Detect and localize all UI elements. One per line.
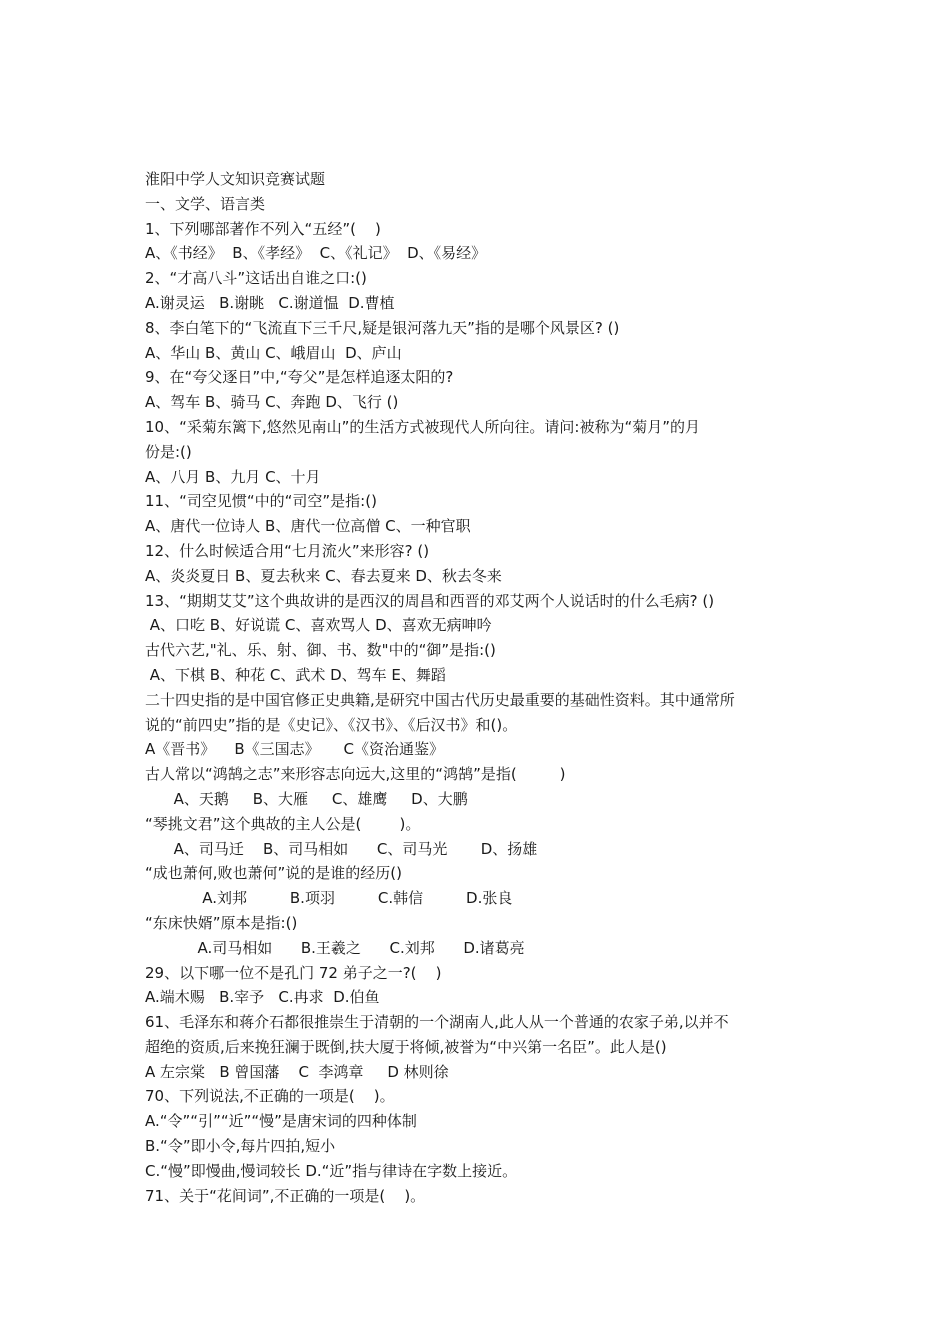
options-10: A、八月 B、九月 C、十月 <box>145 467 321 486</box>
question-six-arts: 古代六艺,"礼、乐、射、御、书、数"中的“御”是指:() <box>145 641 496 660</box>
options-honghu: A、天鹅 B、大雁 C、雄鹰 D、大鹏 <box>145 789 468 808</box>
options-1: A、《书经》 B、《孝经》 C、《礼记》 D、《易经》 <box>145 244 487 263</box>
question-dongchuang: “东床快婿”原本是指:() <box>145 913 298 932</box>
options-six-arts: A、下棋 B、种花 C、武术 D、驾车 E、舞蹈 <box>145 665 446 684</box>
question-9: 9、在“夸父逐日”中,“夸父”是怎样追逐太阳的? <box>145 368 454 387</box>
question-8: 8、李白笔下的“飞流直下三千尺,疑是银河落九天”指的是哪个风景区? () <box>145 318 620 337</box>
options-qintiao: A、司马迁 B、司马相如 C、司马光 D、扬雄 <box>145 839 538 858</box>
question-10-cont: 份是:() <box>145 442 192 461</box>
options-dongchuang: A.司马相如 B.王羲之 C.刘邦 D.诸葛亮 <box>145 938 525 957</box>
options-xiaohe: A.刘邦 B.项羽 C.韩信 D.张良 <box>145 889 513 908</box>
options-29: A.端木赐 B.宰予 C.冉求 D.伯鱼 <box>145 988 380 1007</box>
question-1: 1、下列哪部著作不列入“五经”( ) <box>145 219 381 238</box>
options-61: A 左宗棠 B 曾国藩 C 李鸿章 D 林则徐 <box>145 1062 449 1081</box>
section-heading: 一、文学、语言类 <box>145 194 266 213</box>
doc-title: 淮阳中学人文知识竞赛试题 <box>145 170 326 188</box>
question-13: 13、“期期艾艾”这个典故讲的是西汉的周昌和西晋的邓艾两个人说话时的什么毛病? () <box>145 591 715 610</box>
options-2: A.谢灵运 B.谢眺 C.谢道愠 D.曹植 <box>145 293 395 312</box>
option-70-b: B.“令”即小令,每片四拍,短小 <box>145 1137 336 1156</box>
question-honghu: 古人常以“鸿鹄之志”来形容志向远大,这里的“鸿鹄”是指( ) <box>145 765 566 784</box>
options-9: A、驾车 B、骑马 C、奔跑 D、飞行 () <box>145 393 399 412</box>
question-11: 11、“司空见惯“中的“司空”是指:() <box>145 492 377 511</box>
question-61: 61、毛泽东和蒋介石都很推崇生于清朝的一个湖南人,此人从一个普通的农家子弟,以并不 <box>145 1013 729 1032</box>
question-12: 12、什么时候适合用“七月流火”来形容? () <box>145 541 430 560</box>
question-qintiao: “琴挑文君”这个典故的主人公是( )。 <box>145 814 421 833</box>
options-13: A、口吃 B、好说谎 C、喜欢骂人 D、喜欢无病呻吟 <box>145 616 492 635</box>
question-29: 29、以下哪一位不是孔门 72 弟子之一?( ) <box>145 963 442 982</box>
options-24-histories: A《晋书》 B《三国志》 C《资治通鉴》 <box>145 740 444 759</box>
question-2: 2、“才高八斗”这话出自谁之口:() <box>145 269 367 288</box>
question-xiaohe: “成也萧何,败也萧何”说的是谁的经历() <box>145 864 403 883</box>
options-12: A、炎炎夏日 B、夏去秋来 C、春去夏来 D、秋去冬来 <box>145 566 502 585</box>
options-8: A、华山 B、黄山 C、峨眉山 D、庐山 <box>145 343 402 362</box>
question-71: 71、关于“花间词”,不正确的一项是( )。 <box>145 1186 426 1205</box>
question-70: 70、下列说法,不正确的一项是( )。 <box>145 1087 395 1106</box>
quiz-text <box>145 167 815 1208</box>
question-24-histories: 二十四史指的是中国官修正史典籍,是研究中国古代历史最重要的基础性资料。其中通常所 <box>145 690 735 709</box>
question-10: 10、“采菊东篱下,悠然见南山”的生活方式被现代人所向往。请问:被称为“菊月”的月 <box>145 417 700 436</box>
question-61-cont: 超绝的资质,后来挽狂澜于既倒,扶大厦于将倾,被誉为“中兴第一名臣”。此人是() <box>145 1037 667 1056</box>
option-70-a: A.“令”“引”“近”“慢”是唐宋词的四种体制 <box>145 1112 417 1131</box>
question-24-histories-cont: 说的“前四史”指的是《史记》、《汉书》、《后汉书》和()。 <box>145 715 518 734</box>
option-70-cd: C.“慢”即慢曲,慢词较长 D.“近”指与律诗在字数上接近。 <box>145 1161 518 1180</box>
options-11: A、唐代一位诗人 B、唐代一位高僧 C、一种官职 <box>145 517 471 536</box>
